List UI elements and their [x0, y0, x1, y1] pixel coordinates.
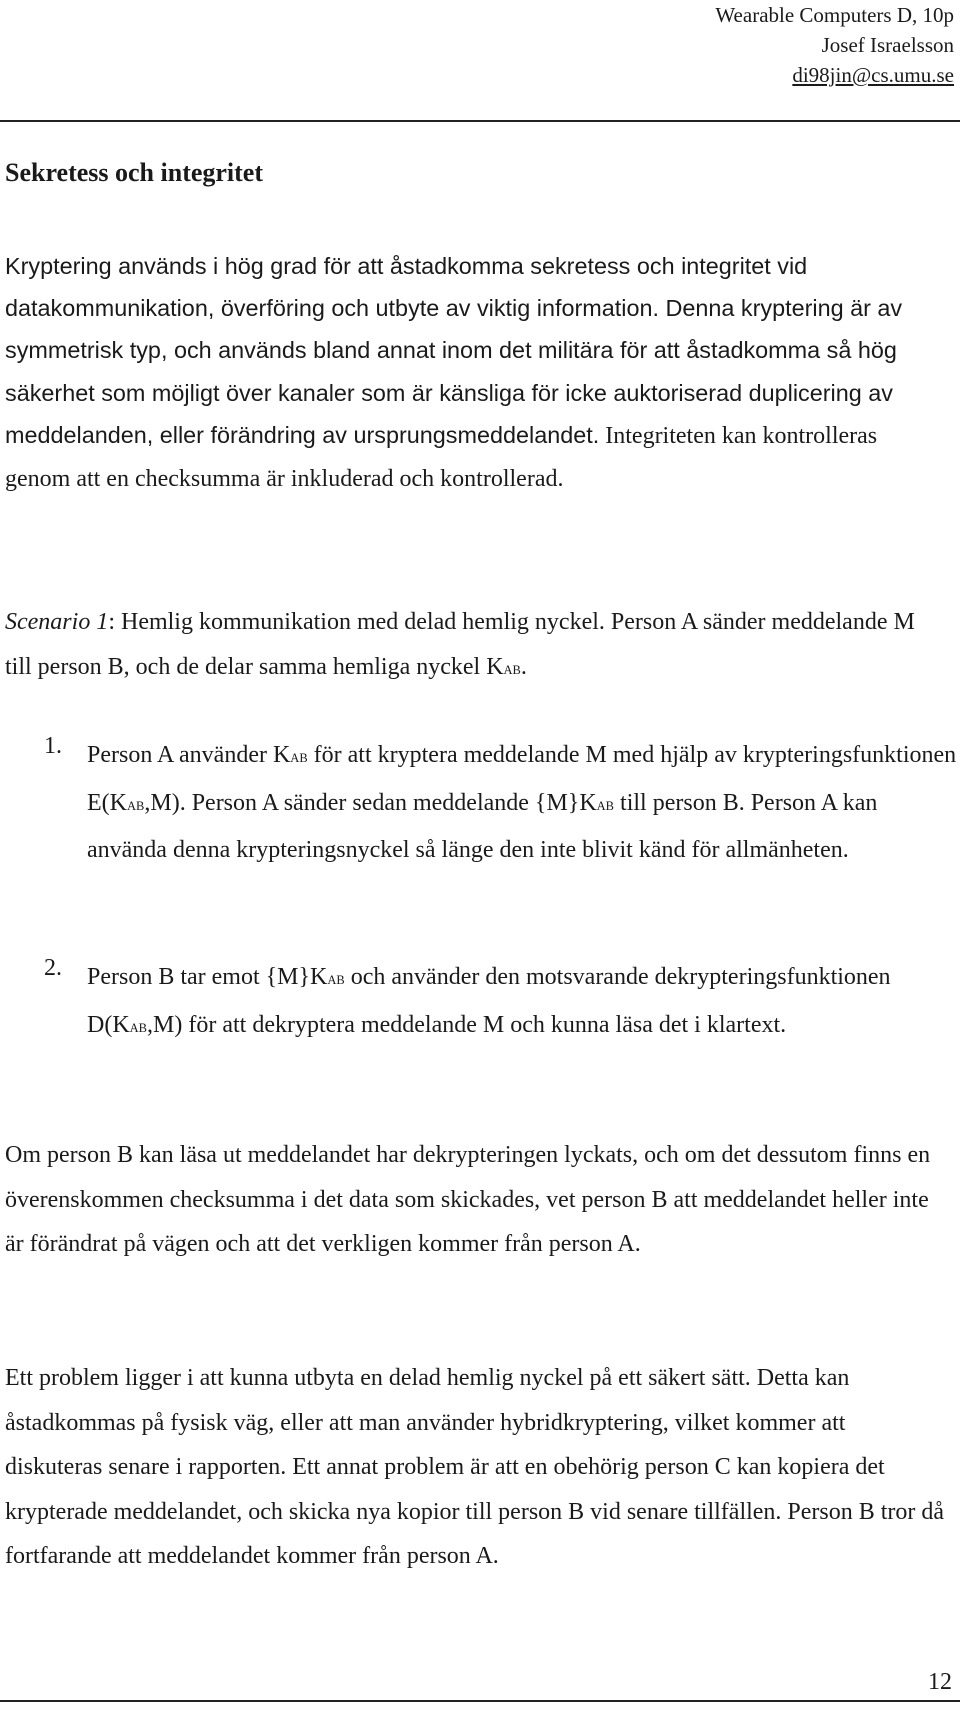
course-title: Wearable Computers D, 10p [715, 3, 954, 27]
page-header [715, 0, 954, 90]
list-item-text [87, 955, 957, 1050]
list-text-segment: Person B tar emot {M}K [87, 964, 328, 990]
list-number: 1. [44, 733, 62, 759]
list-text-segment: och använder den motsvarande dekrypteringsfunktionen D(K [87, 964, 891, 1038]
list-text-segment: ,M) för att dekryptera meddelande M och kunna läsa det i klartext. [147, 1011, 787, 1038]
key-subscript: AB [126, 798, 145, 813]
key-subscript: AB [596, 798, 615, 813]
page-number: 12 [928, 1669, 952, 1695]
scenario-text: : Hemlig kommunikation med delad hemlig nyckel. Person A sänder meddelande M till person B, och de delar samma hemliga nyckel K [5, 609, 915, 680]
key-subscript: AB [129, 1020, 148, 1035]
problem-paragraph: Ett problem ligger i att kunna utbyta en delad hemlig nyckel på ett säkert sätt. Detta kan åstadkommas på fysisk väg, eller att man använder hybridkryptering, vilket kommer att diskuteras senare i rapporten. Ett annat problem är att en obehörig person C kan kopiera det krypterade meddelandet, och skicka nya kopior till person B vid senare tillfällen. Person B tror då fortfarande att meddelandet kommer från person A. [5, 1365, 945, 1569]
author-email-link[interactable]: di98jin@cs.umu.se [792, 63, 954, 87]
scenario-text-end: . [520, 653, 527, 680]
key-subscript: AB [503, 662, 521, 677]
list-text-segment: för att kryptera meddelande M med hjälp av krypteringsfunktionen E(K [87, 742, 957, 816]
scenario-paragraph [5, 600, 945, 692]
scenario-label: Scenario 1 [5, 609, 109, 635]
verification-paragraph: Om person B kan läsa ut meddelandet har dekrypteringen lyckats, och om det dessutom finns en överenskommen checksumma i det data som skickades, vet person B att meddelandet heller inte är förändrat på vägen och att det verkligen kommer från person A. [5, 1142, 931, 1257]
list-text-segment: till person B. Person A kan använda denna krypteringsnyckel så länge den inte blivit känd för allmänheten. [87, 789, 878, 863]
intro-paragraph [5, 245, 945, 500]
list-item-text [87, 733, 957, 873]
list-number: 2. [44, 955, 62, 981]
header-divider [0, 120, 960, 122]
intro-text-part1: Kryptering används i hög grad för att åstadkomma sekretess och integritet vid datakommunikation, överföring och utbyte av viktig information. Denna kryptering är av symmetrisk typ, och används bland annat inom det militära för att åstadkomma så hög säkerhet som möjligt över kanaler som är känsliga för icke auktoriserad duplicering av meddelanden, eller förändring av ursprungsmeddelandet. [5, 253, 903, 448]
list-text-segment: ,M). Person A sänder sedan meddelande {M}K [144, 789, 597, 816]
intro-text-part2: Integriteten kan kontrolleras genom att en checksumma är inkluderad och kontrollerad. [5, 422, 878, 493]
key-subscript: AB [290, 751, 308, 765]
key-subscript: AB [327, 973, 345, 987]
section-heading: Sekretess och integritet [5, 158, 264, 187]
author-name: Josef Israelsson [821, 33, 954, 57]
list-text-segment: Person A använder K [87, 742, 291, 768]
footer-divider [0, 1700, 960, 1702]
